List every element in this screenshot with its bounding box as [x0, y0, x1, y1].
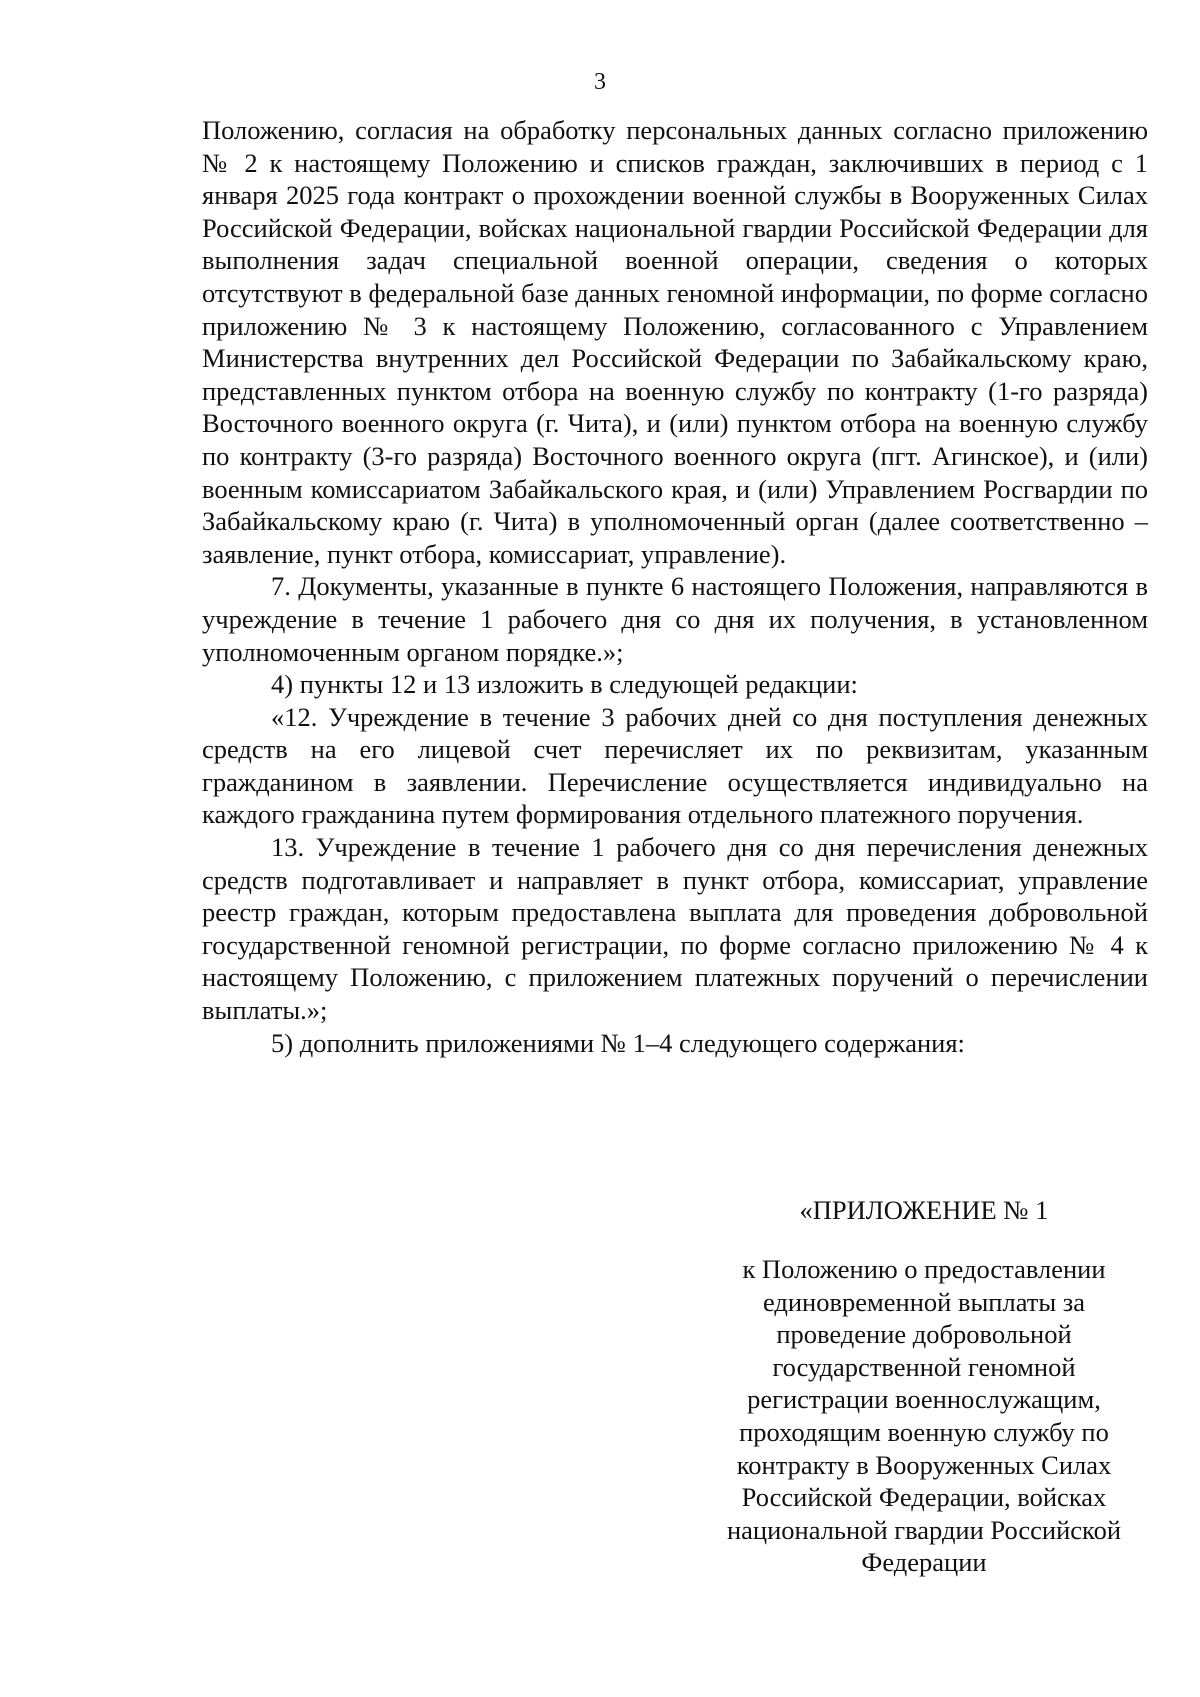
page-number: 3 — [594, 69, 606, 95]
document-body — [202, 114, 1148, 1059]
appendix-title: «ПРИЛОЖЕНИЕ № 1 — [799, 1195, 1049, 1225]
paragraph-amendment-5: 5) дополнить приложениями № 1–4 следующего содержания: — [271, 1027, 965, 1058]
paragraph-continuation: Положению, согласия на обработку персональных данных согласно приложению № 2 к настоящему Положению и списков граждан, заключивших в период с 1 января 2025 года контракт о прохождении военной службы в Вооруженных Силах Российской Федерации, войсках национальной гвардии Российской Федерации для выполнения задач специальной военной операции, сведения о которых отсутствуют в федеральной базе данных геномной информации, по форме согласно приложению № 3 к настоящему Положению, согласованного с Управлением Министерства внутренних дел Российской Федерации по Забайкальскому краю, представленных пунктом отбора на военную службу по контракту (1-го разряда) Восточного военного округа (г. Чита), и (или) пунктом отбора на военную службу по контракту (3-го разряда) Восточного военного округа (пгт. Агинское), и (или) военным комиссариатом Забайкальского края, и (или) Управлением Росгвардии по Забайкальскому краю (г. Чита) в уполномоченный орган (далее соответственно – заявление, пункт отбора, комиссариат, управление). — [202, 115, 1148, 569]
paragraph-item-13: 13. Учреждение в течение 1 рабочего дня со дня перечисления денежных средств подготавливает и направляет в пункт отбора, комиссариат, управление реестр граждан, которым предоставлена выплата для проведения добровольной государственной геномной регистрации, по форме согласно приложению № 4 к настоящему Положению, с приложением платежных поручений о перечислении выплаты.»; — [202, 832, 1148, 1026]
paragraph-item-12: «12. Учреждение в течение 3 рабочих дней со дня поступления денежных средств на его лицевой счет перечисляет их по реквизитам, указанным гражданином в заявлении. Перечисление осуществляется индивидуально на каждого гражданина путем формирования отдельного платежного поручения. — [202, 701, 1148, 830]
paragraph-item-7: 7. Документы, указанные в пункте 6 настоящего Положения, направляются в учреждение в течение 1 рабочего дня со дня их получения, в установленном уполномоченным органом порядке.»; — [202, 571, 1148, 667]
appendix-subtitle: к Положению о предоставлении единовременной выплаты за проведение добровольной государственной геномной регистрации военнослужащим, проходящим военную службу по контракту в Вооруженных Силах Российской Федерации, войсках национальной гвардии Российской Федерации — [726, 1254, 1122, 1578]
paragraph-amendment-4: 4) пункты 12 и 13 изложить в следующей редакции: — [271, 669, 858, 700]
